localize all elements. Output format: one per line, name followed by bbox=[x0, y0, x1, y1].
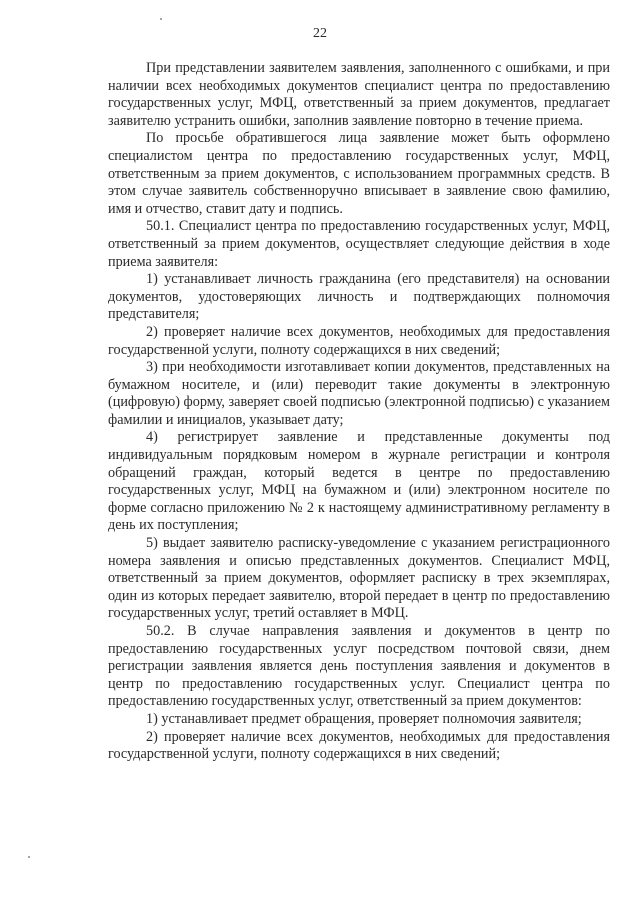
paragraph-errors: При представлении заявителем заявления, заполненного с ошибками, и при наличии всех необходимых документов специалист центра по предоставлению государственных услуг, МФЦ, ответственный за прием документов, предлагает заявителю устранить ошибки, заполнив заявление повторно в течение приема. bbox=[108, 60, 610, 129]
list-item-4: 4) регистрирует заявление и представленные документы под индивидуальным порядковым номером в журнале регистрации и контроля обращений граждан, который ведется в центре по предоставлению государственных услуг, МФЦ на бумажном и (или) электронном носителе по форме согласно приложению № 2 к настоящему административному регламенту в день их поступления; bbox=[108, 429, 610, 534]
scan-speck bbox=[28, 856, 30, 858]
list-item-2: 2) проверяет наличие всех документов, необходимых для предоставления государственной услуги, полноту содержащихся в них сведений; bbox=[108, 323, 610, 358]
list-item-1: 1) устанавливает личность гражданина (его представителя) на основании документов, удостоверяющих личность и подтверждающих полномочия представителя; bbox=[108, 271, 610, 323]
paragraph-50-2: 50.2. В случае направления заявления и документов в центр по предоставлению государственных услуг посредством почтовой связи, днем регистрации заявления является день поступления заявления и документов в центр по предоставлению государственных услуг. Специалист центра по предоставлению государственных услуг, ответственный за прием документов: bbox=[108, 623, 610, 710]
scan-speck bbox=[160, 18, 162, 20]
body-text bbox=[108, 60, 610, 764]
list-item-3: 3) при необходимости изготавливает копии документов, представленных на бумажном носителе, и (или) переводит такие документы в электронную (цифровую) форму, заверяет своей подписью (электронной подписью) с указанием фамилии и инициалов, указывает дату; bbox=[108, 359, 610, 428]
paragraph-50-1: 50.1. Специалист центра по предоставлению государственных услуг, МФЦ, ответственный за прием документов, осуществляет следующие действия в ходе приема заявителя: bbox=[108, 218, 610, 270]
list-item-post-2: 2) проверяет наличие всех документов, необходимых для предоставления государственной услуги, полноту содержащихся в них сведений; bbox=[108, 728, 610, 763]
paragraph-software: По просьбе обратившегося лица заявление может быть оформлено специалистом центра по предоставлению государственных услуг, МФЦ, ответственным за прием документов, с использованием программных средств. В этом случае заявитель собственноручно вписывает в заявление свою фамилию, имя и отчество, ставит дату и подпись. bbox=[108, 130, 610, 217]
list-item-post-1: 1) устанавливает предмет обращения, проверяет полномочия заявителя; bbox=[146, 710, 582, 727]
list-item-5: 5) выдает заявителю расписку-уведомление с указанием регистрационного номера заявления и описью представленных документов. Специалист МФЦ, ответственный за прием документов, оформляет расписку в трех экземплярах, один из которых передает заявителю, второй передает в центр по предоставлению государственных услуг, третий оставляет в МФЦ. bbox=[108, 535, 610, 622]
page-number: 22 bbox=[313, 26, 327, 41]
